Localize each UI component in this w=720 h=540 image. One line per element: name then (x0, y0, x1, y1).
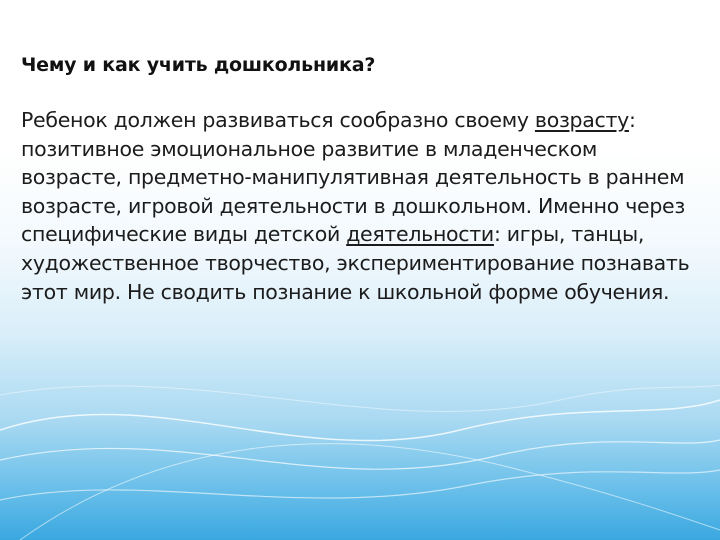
content-area (21, 50, 691, 306)
link-deyatelnosti[interactable]: деятельности (346, 222, 494, 247)
slide-body-text (21, 106, 691, 306)
body-text-part-2: : позитивное эмоциональное развитие в младенческом возрасте, предметно-манипулятивная деятельность в раннем возрасте, игровой деятельности в дошкольном. Именно через специфические виды детской (21, 108, 685, 247)
body-text-part-3: : игры, танцы, художественное творчество, экспериментирование познавать этот мир. Не сводить познание к школьной форме обучения. (21, 222, 690, 304)
slide-title: Чему и как учить дошкольника? (21, 54, 376, 76)
body-text-part-1: Ребенок должен развиваться сообразно своему (21, 108, 535, 132)
link-vozrastu[interactable]: возрасту (534, 108, 629, 132)
